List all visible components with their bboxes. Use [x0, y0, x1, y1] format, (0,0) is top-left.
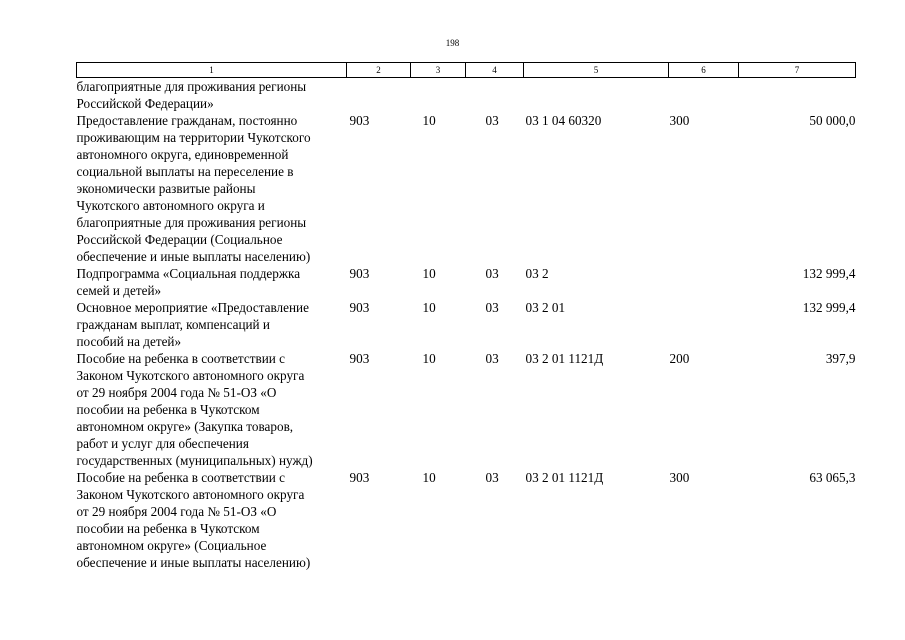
item-expense-type	[669, 265, 739, 299]
item-name: Пособие на ребенка в соответствии с Законом Чукотского автономного округа от 29 ноября 2004 года № 51-ОЗ «О пособии на ребенка в Чукотском автономном округе» (Социальное обеспечение и иные выплаты населению)	[76, 470, 311, 570]
item-target: 03 2 01	[525, 300, 566, 315]
item-code: 903	[349, 351, 370, 366]
item-section	[411, 78, 466, 113]
item-code: 903	[349, 300, 370, 315]
item-name: Пособие на ребенка в соответствии с Законом Чукотского автономного округа от 29 ноября 2004 года № 51-ОЗ «О пособии на ребенка в Чукотском автономном округе» (Закупка товаров, работ и услуг для обеспечения государственных (муниципальных) нужд)	[76, 351, 313, 468]
column-header-1: 1	[77, 63, 347, 78]
item-section: 10	[422, 351, 436, 366]
table-row	[77, 265, 856, 299]
page-number: 198	[445, 38, 460, 48]
item-subsection: 03	[485, 470, 499, 485]
item-sum: 132 999,4	[802, 300, 856, 315]
item-expense-type	[669, 78, 739, 113]
item-subsection: 03	[485, 351, 499, 366]
item-sum: 50 000,0	[809, 113, 856, 128]
item-code: 903	[349, 113, 370, 128]
column-header-4: 4	[466, 63, 524, 78]
item-expense-type: 300	[669, 470, 690, 485]
column-header-7: 7	[739, 63, 856, 78]
table-row	[77, 350, 856, 469]
column-header-2: 2	[347, 63, 411, 78]
item-expense-type: 200	[669, 351, 690, 366]
item-subsection: 03	[485, 300, 499, 315]
item-name: благоприятные для проживания регионы Российской Федерации»	[76, 79, 307, 111]
item-expense-type: 300	[669, 113, 690, 128]
item-section: 10	[422, 300, 436, 315]
item-sum: 397,9	[825, 351, 856, 366]
item-name: Подпрограмма «Социальная поддержка семей и детей»	[76, 266, 301, 298]
item-subsection: 03	[485, 113, 499, 128]
item-name: Предоставление гражданам, постоянно проживающим на территории Чукотского автономного округа, единовременной социальной выплаты на переселение в экономически развитые районы Чукотского автономного округа и благоприятные для проживания регионы Российской Федерации (Социальное обеспечение и иные выплаты населению)	[76, 113, 311, 264]
table-row	[77, 469, 856, 571]
item-subsection: 03	[485, 266, 499, 281]
item-sum	[739, 78, 856, 113]
column-header-3: 3	[411, 63, 466, 78]
item-target: 03 2 01 1121Д	[525, 470, 604, 485]
item-expense-type	[669, 299, 739, 350]
item-code: 903	[349, 266, 370, 281]
item-target	[524, 78, 669, 113]
header-row	[77, 63, 856, 78]
item-target: 03 2 01 1121Д	[525, 351, 604, 366]
item-code	[347, 78, 411, 113]
item-section: 10	[422, 470, 436, 485]
table-row	[77, 299, 856, 350]
table-row	[77, 78, 856, 113]
item-section: 10	[422, 113, 436, 128]
column-header-5: 5	[524, 63, 669, 78]
item-sum: 63 065,3	[809, 470, 856, 485]
item-name: Основное мероприятие «Предоставление гражданам выплат, компенсаций и пособий на детей»	[76, 300, 309, 349]
item-target: 03 1 04 60320	[525, 113, 602, 128]
table-body	[77, 78, 856, 572]
budget-table	[76, 62, 856, 571]
item-code: 903	[349, 470, 370, 485]
item-sum: 132 999,4	[802, 266, 856, 281]
table-row	[77, 112, 856, 265]
item-subsection	[466, 78, 524, 113]
item-target: 03 2	[525, 266, 549, 281]
column-header-6: 6	[669, 63, 739, 78]
item-section: 10	[422, 266, 436, 281]
table-header	[77, 63, 856, 78]
